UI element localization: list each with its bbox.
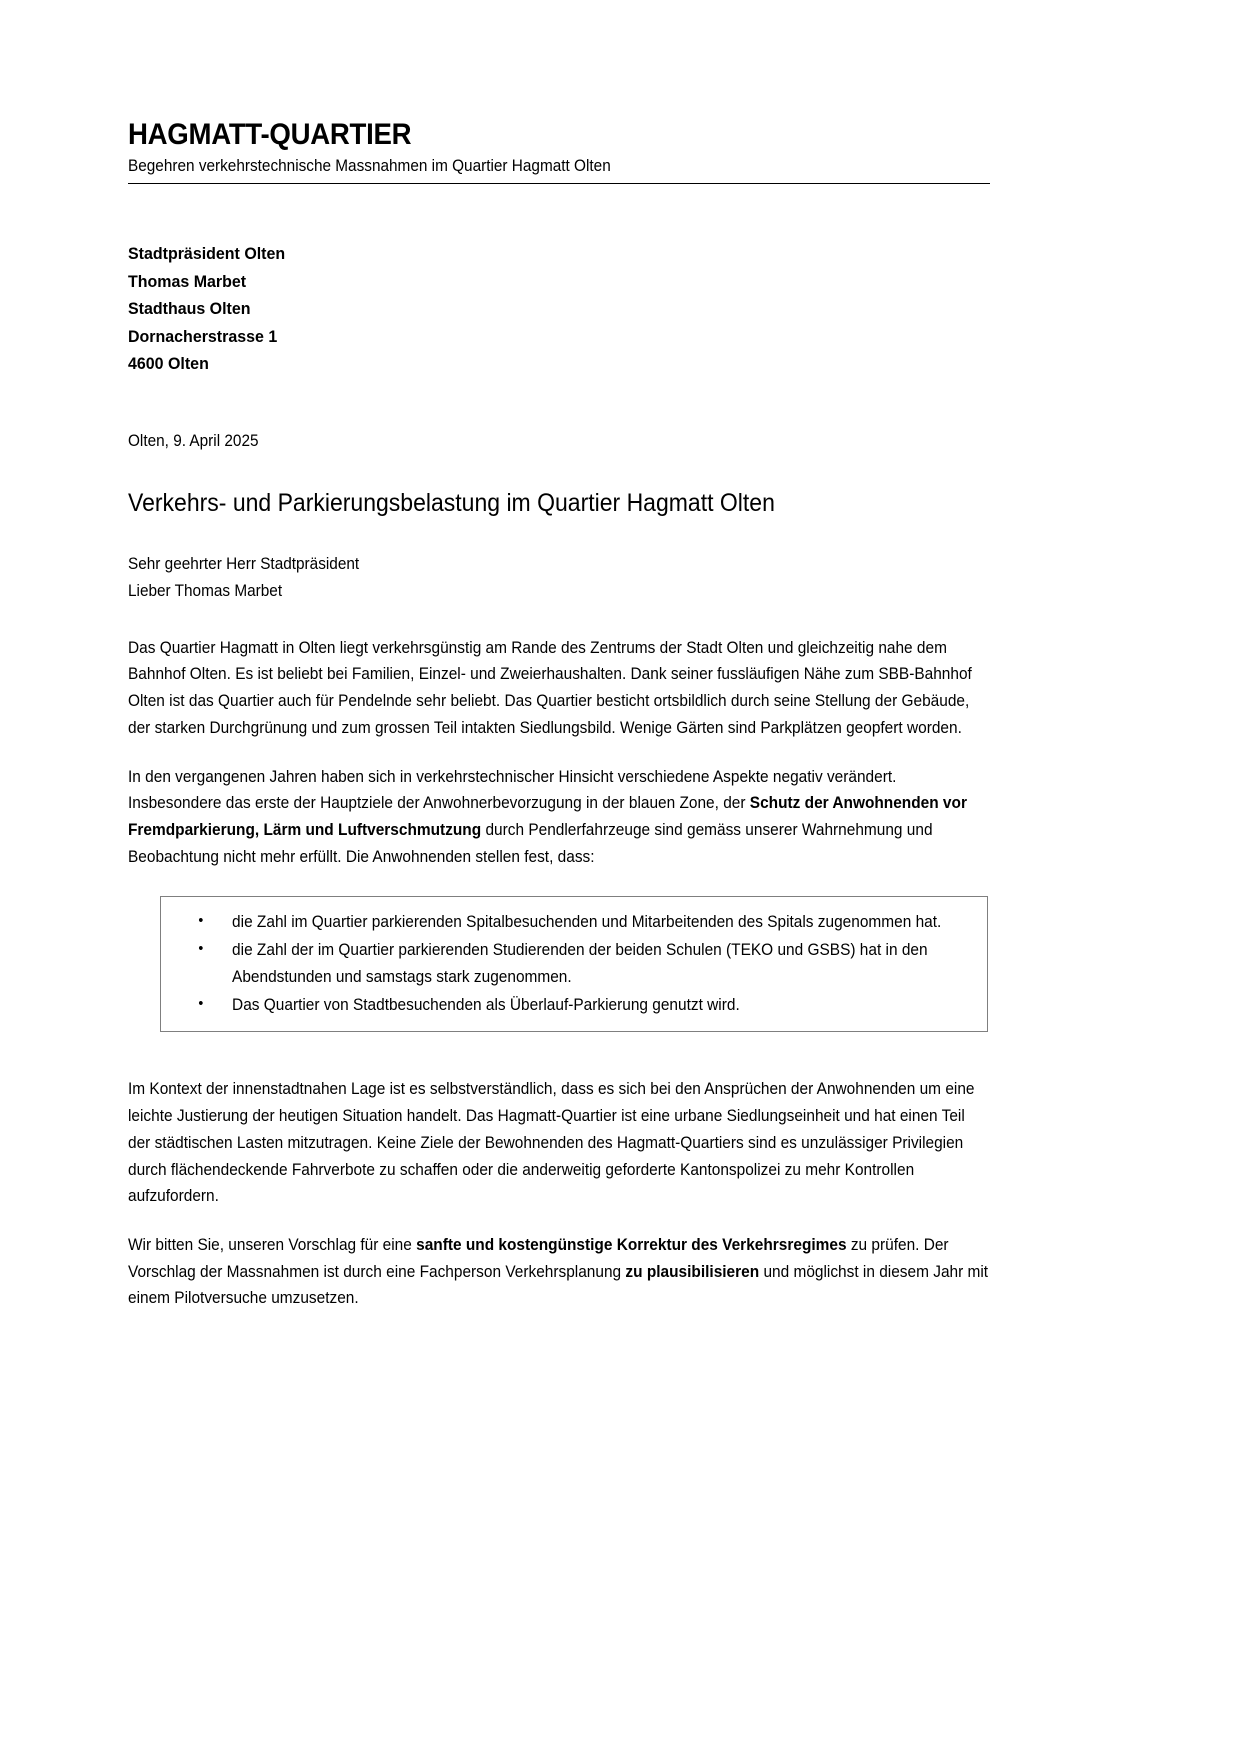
list-item-label: die Zahl der im Quartier parkierenden Studierenden der beiden Schulen (TEKO und GSBS) hat in den Abendstunden und samstags stark zugenommen. [232, 941, 928, 986]
paragraph-2-text-part-2: durch Pendlerfahrzeuge sind gemäss unserer Wahrnehmung und Beobachtung nicht mehr erfüllt. Die Anwohnenden stellen fest, dass: [128, 821, 933, 866]
bullet-icon: • [198, 994, 204, 1012]
letter-body [128, 635, 990, 1312]
address-line: Stadthaus Olten [128, 299, 251, 319]
address-line: Dornacherstrasse 1 [128, 326, 278, 346]
paragraph-4-emphasis-1: sanfte und kostengünstige Korrektur des Verkehrsregimes [416, 1235, 847, 1254]
paragraph-2-emphasis: Schutz der Anwohnenden vor Fremdparkierung, Lärm und Luftverschmutzung [128, 794, 967, 840]
list-item [161, 937, 984, 990]
address-line: Thomas Marbet [128, 271, 247, 291]
bullet-icon: • [198, 912, 204, 930]
paragraph-4-text-part-3: und möglichst in diesem Jahr mit einem Pilotversuche umzusetzen. [128, 1262, 989, 1308]
bullet-icon: • [198, 940, 204, 958]
body-paragraph-3: Im Kontext der innenstadtnahen Lage ist es selbstverständlich, dass es sich bei den Ansprüchen der Anwohnenden um eine leichte Justierung der heutigen Situation handelt. Das Hagmatt-Quartier ist eine urbane Siedlungseinheit und hat einen Teil der städtischen Lasten mitzutragen. Keine Ziele der Bewohnenden des Hagmatt-Quartiers sind es unzulässiger Privilegien durch flächendeckende Fahrverbote zu schaffen oder die anderweitig geforderte Kantonspolizei zu mehr Kontrollen aufzufordern. [128, 1080, 975, 1206]
closing-paragraphs [128, 1076, 990, 1312]
recipient-address-block [128, 240, 938, 378]
list-item-label: die Zahl im Quartier parkierenden Spitalbesuchenden und Mitarbeitenden des Spitals zugenommen hat. [232, 913, 942, 932]
findings-list [161, 909, 973, 1018]
header-divider [128, 183, 990, 184]
salutation-block [128, 551, 930, 604]
salutation-line: Lieber Thomas Marbet [128, 582, 283, 600]
paragraph-4-text-part-1: Wir bitten Sie, unseren Vorschlag für eine [128, 1235, 417, 1254]
letterhead [128, 0, 990, 184]
address-line: Stadtpräsident Olten [128, 244, 286, 264]
list-item-label: Das Quartier von Stadtbesuchenden als Überlauf-Parkierung genutzt wird. [232, 995, 740, 1014]
salutation-line: Sehr geehrter Herr Stadtpräsident [128, 555, 360, 574]
page-title: HAGMATT-QUARTIER [128, 118, 412, 151]
address-line: 4600 Olten [128, 354, 209, 374]
body-paragraph-4 [128, 1232, 990, 1312]
list-item [161, 909, 984, 936]
paragraph-2-text-part-1: In den vergangenen Jahren haben sich in verkehrstechnischer Hinsicht verschiedene Aspekte negativ verändert. Insbesondere das erste der Hauptziele der Anwohnerbevorzugung in der blauen Zone, der [128, 767, 897, 813]
paragraph-4-emphasis-2: zu plausibilisieren [625, 1262, 760, 1281]
letter-content [128, 0, 990, 1334]
body-paragraph-1: Das Quartier Hagmatt in Olten liegt verkehrsgünstig am Rande des Zentrums der Stadt Olten und gleichzeitig nahe dem Bahnhof Olten. Es ist beliebt bei Familien, Einzel- und Zweierhaushalten. Dank seiner fussläufigen Nähe zum SBB-Bahnhof Olten ist das Quartier auch für Pendelnde sehr beliebt. Das Quartier besticht ortsbildlich durch seine Stellung der Gebäude, der starken Durchgrünung und zum grossen Teil intakten Siedlungsbild. Wenige Gärten sind Parkplätzen geopfert worden. [128, 638, 972, 737]
list-item [161, 992, 984, 1019]
body-paragraph-2 [128, 764, 990, 871]
subject-heading: Verkehrs- und Parkierungsbelastung im Quartier Hagmatt Olten [128, 488, 775, 517]
findings-box [160, 896, 988, 1032]
letterhead-subtitle: Begehren verkehrstechnische Massnahmen im Quartier Hagmatt Olten [128, 156, 611, 175]
paragraph-4-text-part-2: zu prüfen. Der Vorschlag der Massnahmen ist durch eine Fachperson Verkehrsplanung [128, 1235, 949, 1281]
date-line: Olten, 9. April 2025 [128, 431, 259, 450]
